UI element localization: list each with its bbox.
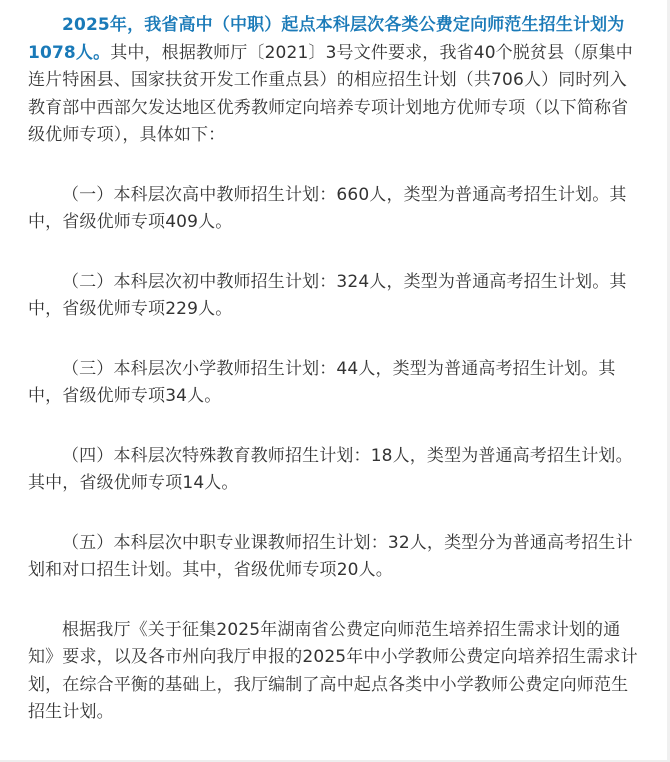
closing-paragraph: 根据我厅《关于征集2025年湖南省公费定向师范生培养招生需求计划的通知》要求，以及各市州向我厅申报的2025年中小学教师公费定向培养招生需求计划，在综合平衡的基础上，我厅编制了高中起点各类中小学教师公费定向师范生招生计划。 (28, 619, 638, 722)
plan-item-vocational: （五）本科层次中职专业课教师招生计划：32人，类型分为普通高考招生计划和对口招生计划。其中，省级优师专项20人。 (28, 532, 633, 580)
plan-item-special-education: （四）本科层次特殊教育教师招生计划：18人，类型为普通高考招生计划。其中，省级优师专项14人。 (28, 445, 633, 493)
plan-item-high-school: （一）本科层次高中教师招生计划：660人，类型为普通高考招生计划。其中，省级优师专项409人。 (28, 184, 627, 232)
highlight-sentence: 2025年，我省高中（中职）起点本科层次各类公费定向师范生招生计划为1078人。 (28, 15, 625, 63)
intro-text: 其中，根据教师厅〔2021〕3号文件要求，我省40个脱贫县（原集中连片特困县、国家扶贫开发工作重点县）的相应招生计划（共706人）同时列入教育部中西部欠发达地区优秀教师定向培养专项计划地方优师专项（以下简称省级优师专项），具体如下： (28, 42, 633, 145)
plan-item-middle-school: （二）本科层次初中教师招生计划：324人，类型为普通高考招生计划。其中，省级优师专项229人。 (28, 271, 627, 319)
intro-paragraph (28, 12, 640, 150)
plan-item-primary-school: （三）本科层次小学教师招生计划：44人，类型为普通高考招生计划。其中，省级优师专项34人。 (28, 358, 616, 406)
article-body (28, 12, 640, 727)
